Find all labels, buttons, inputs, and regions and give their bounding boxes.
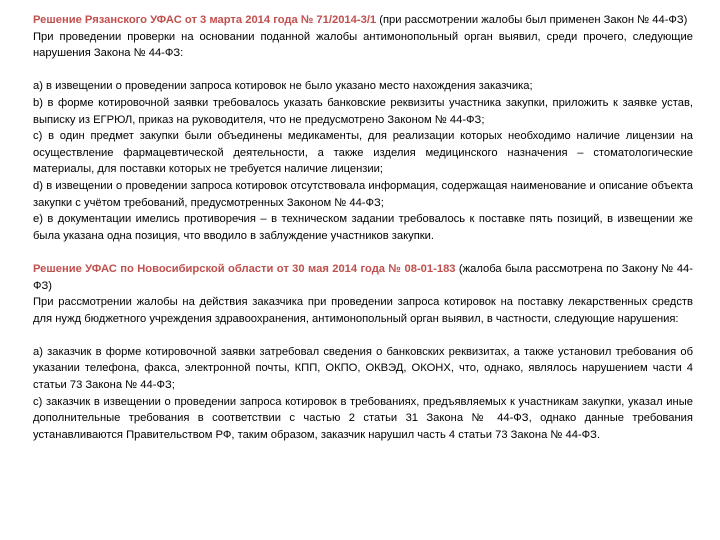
section1-item-c: c) в один предмет закупки были объединены медикаменты, для реализации которых необходимо наличие лицензии на осуществление фармацевтической деятельности, а также изделия медицинского назначения – стоматологические материалы, для поставки которых не требуется наличие лицензии;: [33, 130, 693, 176]
section1-item-e: е) в документации имелись противоречия – в техническом задании требовалось к поставке пять позиций, в извещении же была указана одна позиция, что вводило в заблуждение участников закупки.: [33, 213, 693, 242]
spacer: [33, 327, 693, 344]
section1-title[interactable]: Решение Рязанского УФАС от 3 марта 2014 года № 71/2014-3/1: [33, 14, 377, 26]
spacer: [33, 62, 693, 79]
spacer: [33, 244, 693, 261]
section1-item-d: d) в извещении о проведении запроса котировок отсутствовала информация, содержащая наименование и описание объекта закупки с учётом требований, предусмотренных Законом № 44-ФЗ;: [33, 179, 693, 209]
section1-item-a: а) в извещении о проведении запроса котировок не было указано место нахождения заказчика;: [33, 80, 533, 93]
section2-item-a: а) заказчик в форме котировочной заявки затребовал сведения о банковских реквизитах, а также установил требования об указании телефона, факса, электронной почты, КПП, ОКПО, ОКВЭД, ОКОНХ, что, однако, являлось нарушением части 4 статьи 73 Закона № 44-ФЗ;: [33, 345, 693, 392]
section1-item-b: b) в форме котировочной заявки требовалось указать банковские реквизиты участника закупки, приложить к заявке устав, выписку из ЕГРЮЛ, приказ на руководителя, что не предусмотрено Законом № 44-ФЗ;: [33, 96, 693, 126]
section1-intro: При проведении проверки на основании поданной жалобы антимонопольный орган выявил, среди прочего, следующие нарушения Закона № 44-ФЗ:: [33, 30, 693, 60]
section2-note: (жалоба была рассмотрена по Закону № 44-ФЗ): [33, 262, 693, 292]
section2-heading: [33, 261, 693, 294]
section2-intro: При рассмотрении жалобы на действия заказчика при проведении запроса котировок на поставку лекарственных средств для нужд бюджетного учреждения здравоохранения, антимонопольный орган выявил, в частности, следующие нарушения:: [33, 296, 693, 325]
section2-item-c: с) заказчик в извещении о проведении запроса котировок в требованиях, предъявляемых к участникам закупки, указал иные дополнительные требования в соответствии с частью 2 статьи 31 Закона № 44-ФЗ, однако данные требования устанавливаются Правительством РФ, таким образом, заказчик нарушил часть 4 статьи 73 Закона № 44-ФЗ.: [33, 395, 693, 441]
section1-note: (при рассмотрении жалобы был применен Закон № 44-ФЗ): [376, 14, 688, 26]
section2-title[interactable]: Решение УФАС по Новосибирской области от 30 мая 2014 года № 08-01-183: [33, 262, 456, 275]
section1-heading: [33, 12, 693, 29]
document-page: [33, 12, 693, 443]
